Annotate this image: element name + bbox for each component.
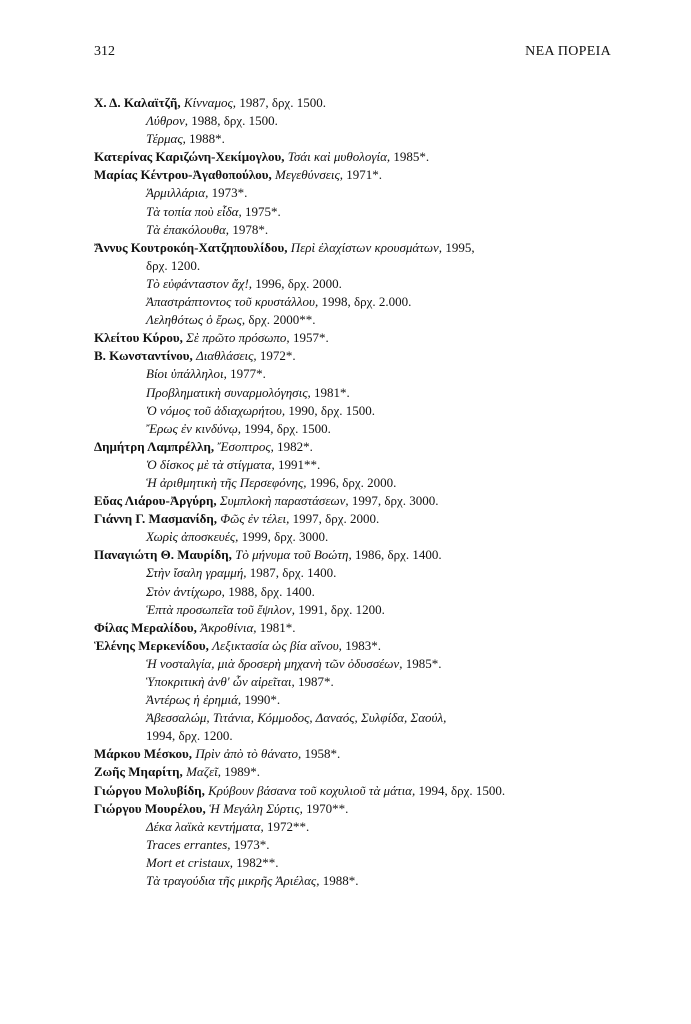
list-item [94, 601, 634, 619]
list-item [94, 546, 634, 564]
list-item [94, 112, 634, 130]
entry-author: Ἑλένης Μερκενίδου, [94, 637, 209, 653]
list-item [94, 528, 634, 546]
entry-details: 1997, δρχ. 2000. [292, 511, 380, 527]
list-item [94, 311, 634, 329]
entry-details: 1970**. [306, 800, 349, 816]
entry-details: 1998, δρχ. 2.000. [321, 294, 412, 310]
entry-author: Κλείτου Κύρου, [94, 330, 183, 346]
entry-details: 1957*. [292, 330, 329, 346]
list-item [94, 745, 634, 763]
entry-author: Μάρκου Μέσκου, [94, 746, 193, 762]
list-item [94, 655, 634, 673]
entry-author: Χ. Δ. Καλαϊτζῆ, [94, 95, 181, 110]
entry-title: Ἀβεσσαλώμ, Τιτάνια, Κόμμοδος, Δαναός, Συλφίδα, Σαούλ, [146, 710, 447, 726]
entry-title: Διαθλάσεις, [196, 348, 257, 364]
entry-details: 1994, δρχ. 1500. [244, 420, 331, 436]
entry-author: Μαρίας Κέντρου-Ἀγαθοπούλου, [94, 167, 272, 183]
entry-title: Ἡ ἀριθμητικὴ τῆς Περσεφόνης, [146, 474, 307, 490]
entry-details: 1988*. [189, 131, 225, 147]
running-head: ΝΕΑ ΠΟΡΕΙΑ [525, 44, 611, 59]
entry-details: 1995, [445, 239, 475, 255]
entry-details: 1958*. [304, 746, 341, 762]
entry-details: δρχ. 2000**. [248, 312, 316, 328]
entry-author: Παναγιώτη Θ. Μαυρίδη, [94, 547, 232, 563]
entry-title: Ἔρως ἐν κινδύνῳ, [146, 420, 242, 436]
entry-author: Ἄννυς Κουτροκόη-Χατζηπουλίδου, [94, 239, 288, 255]
entry-details: 1987*. [298, 674, 334, 689]
list-item [94, 94, 634, 112]
entry-author: Γιώργου Μολυβίδη, [94, 782, 205, 798]
list-item [94, 474, 634, 492]
list-item [94, 221, 634, 239]
entry-details: 1988*. [322, 873, 359, 889]
entry-title: Ἀκροθίνια, [200, 619, 257, 635]
entry-title: Traces errantes, [146, 836, 231, 852]
list-item [94, 130, 634, 148]
entry-title: Βίοι ὑπάλληλοι, [146, 366, 227, 382]
list-item [94, 836, 634, 854]
entry-details: 1987, δρχ. 1500. [239, 95, 326, 110]
entry-details: 1972**. [267, 818, 310, 834]
list-item [94, 293, 634, 311]
entry-details: 1975*. [245, 203, 281, 219]
entry-title: Ἡ νοσταλγία, μιὰ δροσερὴ μηχανὴ τῶν ὀδυσσέων, [146, 655, 403, 671]
entry-title: Ἀπαστράπτοντος τοῦ κρυστάλλου, [146, 294, 319, 310]
entry-title: Ἁρμιλλάρια, [146, 185, 209, 201]
entry-details: 1972*. [259, 348, 296, 364]
list-item [94, 203, 634, 221]
page-number: 312 [94, 44, 115, 59]
list-item [94, 347, 634, 365]
entry-details: 1997, δρχ. 3000. [351, 493, 439, 509]
list-item [94, 438, 634, 456]
entry-title: Τσάι καὶ μυθολογία, [287, 149, 391, 165]
entry-title: Ὑποκριτικὴ ἀνθ' ὧν αἱρεῖται, [146, 674, 295, 689]
entry-details: 1996, δρχ. 2000. [309, 474, 397, 490]
entry-title: Μαζεῖ, [186, 764, 221, 780]
entry-author: Εὔας Λιάρου-Ἀργύρη, [94, 493, 217, 509]
entry-details: 1999, δρχ. 3000. [241, 529, 329, 545]
entry-details: 1985*. [393, 149, 430, 165]
entry-title: Λύθρον, [146, 113, 188, 129]
entry-title: Τὰ τοπία ποὺ εἶδα, [146, 203, 242, 219]
entry-details: 1978*. [232, 221, 269, 237]
list-item [94, 420, 634, 438]
entry-title: Τέρμας, [146, 131, 186, 147]
entry-author: Κατερίνας Καριζώνη-Χεκίμογλου, [94, 149, 285, 165]
entry-details: 1973*. [211, 185, 248, 201]
list-item [94, 800, 634, 818]
entry-title: Κίνναμος, [183, 95, 237, 110]
list-item [94, 691, 634, 709]
list-item [94, 148, 634, 166]
entry-title: Ἡ Μεγάλη Σύρτις, [209, 800, 303, 816]
list-item [94, 763, 634, 781]
entry-title: Περὶ ἐλαχίστων κρουσμάτων, [290, 239, 443, 255]
entry-details: 1988, δρχ. 1400. [228, 583, 315, 599]
entry-details: 1994, δρχ. 1500. [418, 782, 506, 798]
list-item [94, 384, 634, 402]
list-item [94, 619, 634, 637]
entry-author: Φίλας Μεραλίδου, [94, 619, 197, 635]
list-item [94, 564, 634, 582]
list-item [94, 402, 634, 420]
list-item [94, 854, 634, 872]
entry-details: 1983*. [345, 637, 381, 653]
list-item [94, 673, 634, 691]
list-item [94, 782, 634, 800]
list-item [94, 818, 634, 836]
entry-details: 1988, δρχ. 1500. [191, 113, 278, 129]
entry-title: Δέκα λαϊκὰ κεντήματα, [146, 818, 264, 834]
entry-title: Πρὶν ἀπὸ τὸ θάνατο, [195, 746, 302, 762]
entry-title: Mort et cristaux, [146, 854, 234, 870]
entry-details: 1987, δρχ. 1400. [249, 565, 337, 581]
list-item [94, 329, 634, 347]
entry-title: Χωρὶς ἀποσκευές, [146, 529, 239, 545]
entry-author: Γιάννη Γ. Μασμανίδη, [94, 511, 217, 527]
entry-title: Κρύβουν βάσανα τοῦ κοχυλιοῦ τὰ μάτια, [208, 782, 416, 798]
entry-title: Στὸν ἀντίχωρο, [146, 583, 225, 599]
page-header [94, 44, 611, 64]
entry-details: 1996, δρχ. 2000. [255, 275, 342, 291]
entry-title: Λεξικτασία ὡς βία αἴνου, [212, 637, 342, 653]
entry-details: 1991**. [278, 456, 321, 472]
entry-title: Τὰ τραγούδια τῆς μικρῆς Ἀριέλας, [146, 873, 320, 889]
entry-author: Ζωῆς Μηαρίτη, [94, 764, 183, 780]
entry-continuation: 1994, δρχ. 1200. [146, 728, 233, 744]
entry-details: 1981*. [313, 384, 350, 400]
entry-details: 1986, δρχ. 1400. [354, 547, 442, 563]
list-item [94, 184, 634, 202]
entry-title: Ὁ δίσκος μὲ τὰ στίγματα, [146, 456, 275, 472]
list-item [94, 583, 634, 601]
list-item [94, 456, 634, 474]
entry-author: Γιώργου Μουρέλου, [94, 800, 206, 816]
list-item [94, 709, 634, 727]
list-item [94, 637, 634, 655]
list-item [94, 365, 634, 383]
entry-title: Φῶς ἐν τέλει, [220, 511, 290, 527]
entry-continuation: δρχ. 1200. [146, 257, 201, 273]
list-item [94, 257, 634, 275]
list-item [94, 275, 634, 293]
entry-details: 1977*. [230, 366, 266, 382]
entry-author: Δημήτρη Λαμπρέλλη, [94, 438, 215, 454]
entry-title: Ἔσοπτρος, [217, 438, 274, 454]
entry-details: 1973*. [233, 836, 270, 852]
entry-details: 1989*. [224, 764, 260, 780]
entry-title: Τὸ μήνυμα τοῦ Βοώτη, [235, 547, 352, 563]
entry-details: 1981*. [259, 619, 296, 635]
entry-title: Ὁ νόμος τοῦ ἀδιαχωρήτου, [146, 402, 286, 418]
entry-details: 1990*. [244, 692, 281, 708]
list-item [94, 727, 634, 745]
entry-title: Ἀντέρως ἡ ἐρημιά, [146, 692, 242, 708]
entry-details: 1990, δρχ. 1500. [288, 402, 375, 418]
entry-title: Σὲ πρῶτο πρόσωπο, [186, 330, 290, 346]
list-item [94, 492, 634, 510]
entry-title: Μεγεθύνσεις, [275, 167, 344, 183]
bibliography-list [94, 94, 634, 890]
list-item [94, 872, 634, 890]
entry-details: 1971*. [346, 167, 383, 183]
entry-details: 1991, δρχ. 1200. [298, 601, 385, 617]
entry-title: Συμπλοκὴ παραστάσεων, [219, 493, 349, 509]
entry-title: Τὰ ἐπακόλουθα, [146, 221, 230, 237]
entry-details: 1985*. [405, 655, 442, 671]
list-item [94, 166, 634, 184]
entry-title: Ἑπτὰ προσωπεῖα τοῦ ἔψιλον, [146, 601, 295, 617]
list-item [94, 239, 634, 257]
entry-title: Λεληθότως ὁ ἔρως, [146, 312, 246, 328]
entry-title: Τὸ εὐφάνταστον ἄχ!, [146, 275, 253, 291]
entry-details: 1982**. [236, 854, 279, 870]
list-item [94, 510, 634, 528]
entry-author: Β. Κωνσταντίνου, [94, 348, 193, 364]
entry-title: Στὴν ἴσαλη γραμμή, [146, 565, 247, 581]
entry-title: Προβληματικὴ συναρμολόγησις, [146, 384, 311, 400]
entry-details: 1982*. [277, 438, 313, 454]
